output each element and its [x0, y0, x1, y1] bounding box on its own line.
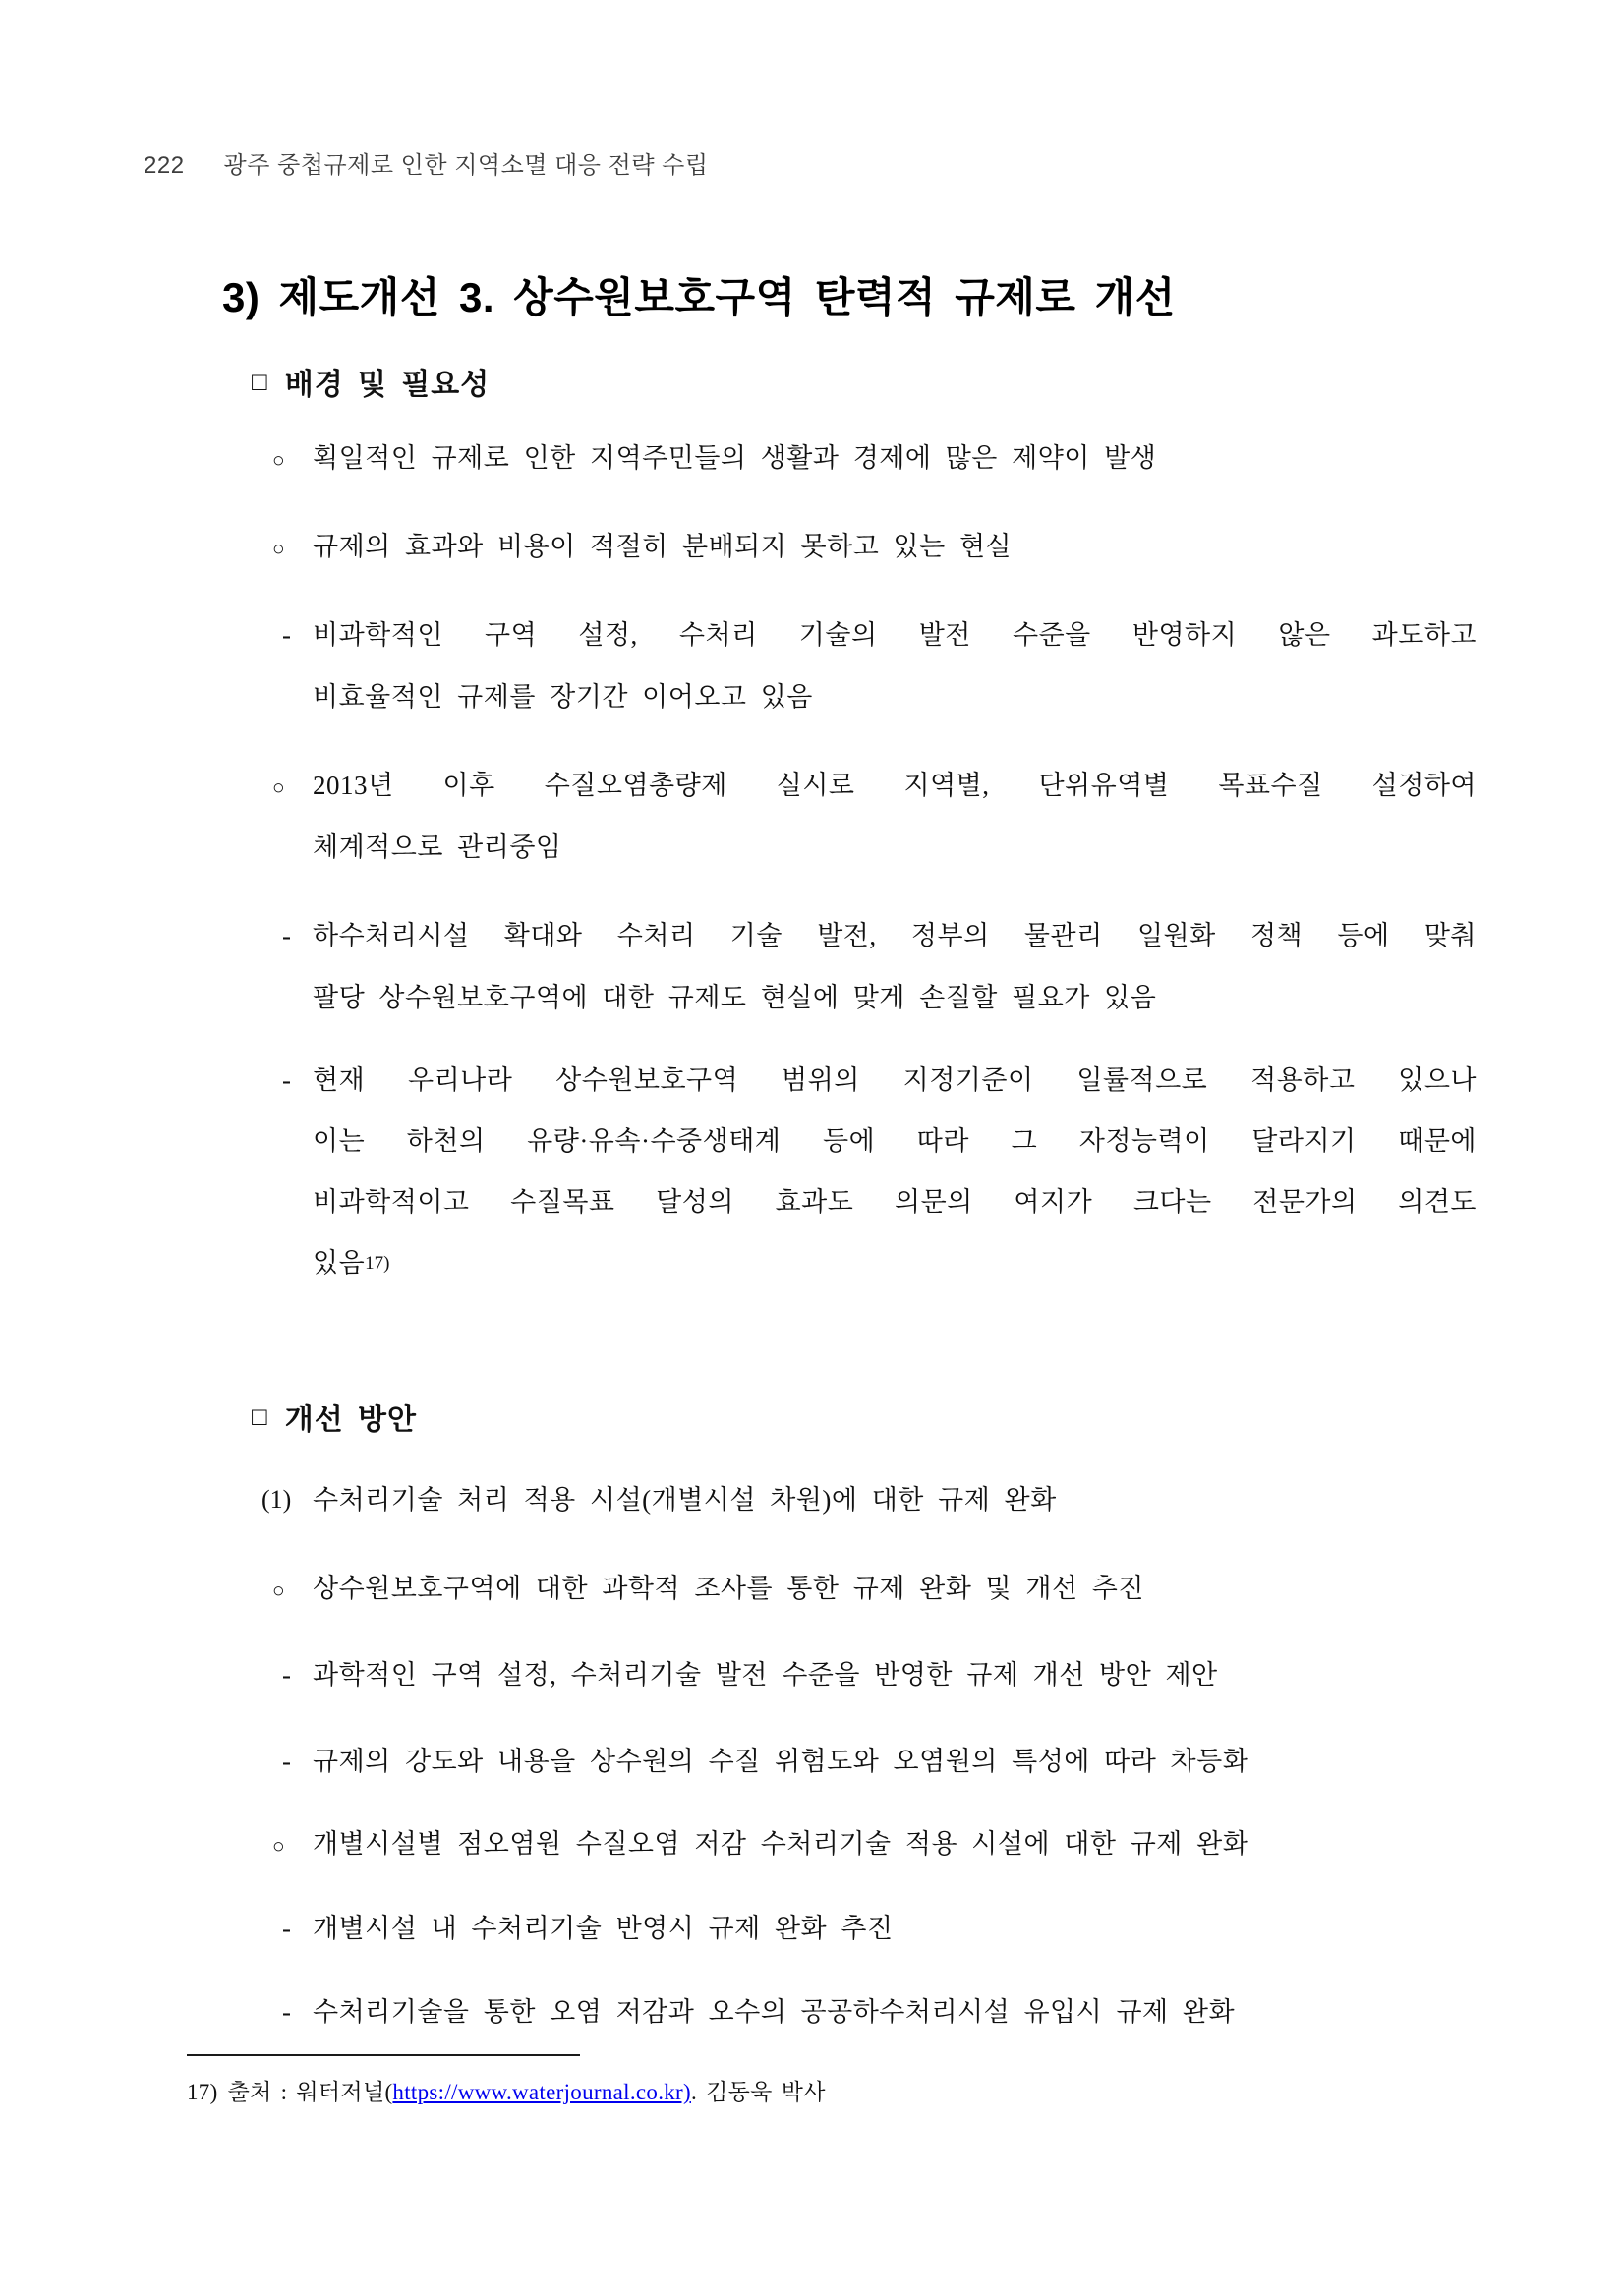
dash-bullet-icon: -	[282, 1660, 291, 1690]
list-item-line: 팔당 상수원보호구역에 대한 규제도 현실에 맞게 손질할 필요가 있음	[313, 983, 1157, 1012]
list-item-line: 규제의 효과와 비용이 적절히 분배되지 못하고 있는 현실	[313, 532, 1013, 561]
list-item-line: 개별시설 내 수처리기술 반영시 규제 완화 추진	[313, 1914, 894, 1943]
footnote-text-suffix: . 김동욱 박사	[690, 2080, 826, 2104]
numbered-item-text: 수처리기술 처리 적용 시설(개별시설 차원)에 대한 규제 완화	[313, 1485, 1057, 1515]
dash-bullet-icon: -	[282, 1747, 291, 1776]
list-item-line: 하수처리시설 확대와 수처리 기술 발전, 정부의 물관리 일원화 정책 등에 맞춰	[313, 921, 1477, 950]
section-heading-label: 배경 및 필요성	[284, 369, 491, 401]
square-bullet-icon: □	[252, 367, 267, 396]
dash-bullet-icon: -	[282, 921, 291, 950]
footnote-text: 출처 : 워터저널(	[227, 2080, 393, 2104]
dash-bullet-icon: -	[282, 1914, 291, 1943]
footnote-link[interactable]: https://www.waterjournal.co.kr)	[392, 2080, 691, 2104]
circle-bullet-icon: ○	[272, 448, 285, 472]
list-item-line: 이는 하천의 유량·유속·수중생태계 등에 따라 그 자정능력이 달라지기 때문에	[313, 1126, 1477, 1156]
page-title: 3) 제도개선 3. 상수원보호구역 탄력적 규제로 개선	[222, 274, 1176, 320]
square-bullet-icon: □	[252, 1402, 267, 1431]
circle-bullet-icon: ○	[272, 537, 285, 560]
circle-bullet-icon: ○	[272, 1834, 285, 1858]
list-item-line: 획일적인 규제로 인한 지역주민들의 생활과 경제에 많은 제약이 발생	[313, 443, 1157, 473]
list-item-line: 체계적으로 관리중임	[313, 832, 562, 862]
list-item-line: 2013년 이후 수질오염총량제 실시로 지역별, 단위유역별 목표수질 설정하여	[313, 771, 1477, 800]
section-heading-improvement	[252, 1395, 417, 1438]
list-item-line: 비과학적이고 수질목표 달성의 효과도 의문의 여지가 크다는 전문가의 의견도	[313, 1187, 1477, 1217]
list-item-line: 상수원보호구역에 대한 과학적 조사를 통한 규제 완화 및 개선 추진	[313, 1574, 1144, 1603]
footnote	[187, 2076, 826, 2109]
footnote-number: 17)	[187, 2080, 218, 2104]
section-heading-background	[252, 360, 490, 403]
list-item-line: 과학적인 구역 설정, 수처리기술 발전 수준을 반영한 규제 개선 방안 제안	[313, 1660, 1218, 1690]
dash-bullet-icon: -	[282, 1065, 291, 1095]
circle-bullet-icon: ○	[272, 1578, 285, 1602]
dash-bullet-icon: -	[282, 1997, 291, 2027]
dash-bullet-icon: -	[282, 620, 291, 650]
list-item-line	[313, 1243, 390, 1287]
list-item-line: 개별시설별 점오염원 수질오염 저감 수처리기술 적용 시설에 대한 규제 완화	[313, 1829, 1249, 1859]
page-number: 222	[144, 152, 185, 179]
list-item-line: 수처리기술을 통한 오염 저감과 오수의 공공하수처리시설 유입시 규제 완화	[313, 1997, 1236, 2027]
footnote-reference: 17)	[365, 1253, 390, 1274]
list-item-line: 비과학적인 구역 설정, 수처리 기술의 발전 수준을 반영하지 않은 과도하고	[313, 620, 1477, 650]
running-header	[144, 145, 709, 180]
list-item-text: 있음	[313, 1248, 366, 1278]
list-item-line: 현재 우리나라 상수원보호구역 범위의 지정기준이 일률적으로 적용하고 있으나	[313, 1065, 1477, 1095]
circle-bullet-icon: ○	[272, 775, 285, 799]
numbered-item-marker: (1)	[261, 1485, 292, 1514]
section-heading-label: 개선 방안	[284, 1404, 417, 1436]
running-title: 광주 중첩규제로 인한 지역소멸 대응 전략 수립	[223, 152, 709, 179]
footnote-separator	[187, 2054, 580, 2056]
list-item-line: 비효율적인 규제를 장기간 이어오고 있음	[313, 682, 813, 712]
list-item-line: 규제의 강도와 내용을 상수원의 수질 위험도와 오염원의 특성에 따라 차등화	[313, 1747, 1249, 1776]
